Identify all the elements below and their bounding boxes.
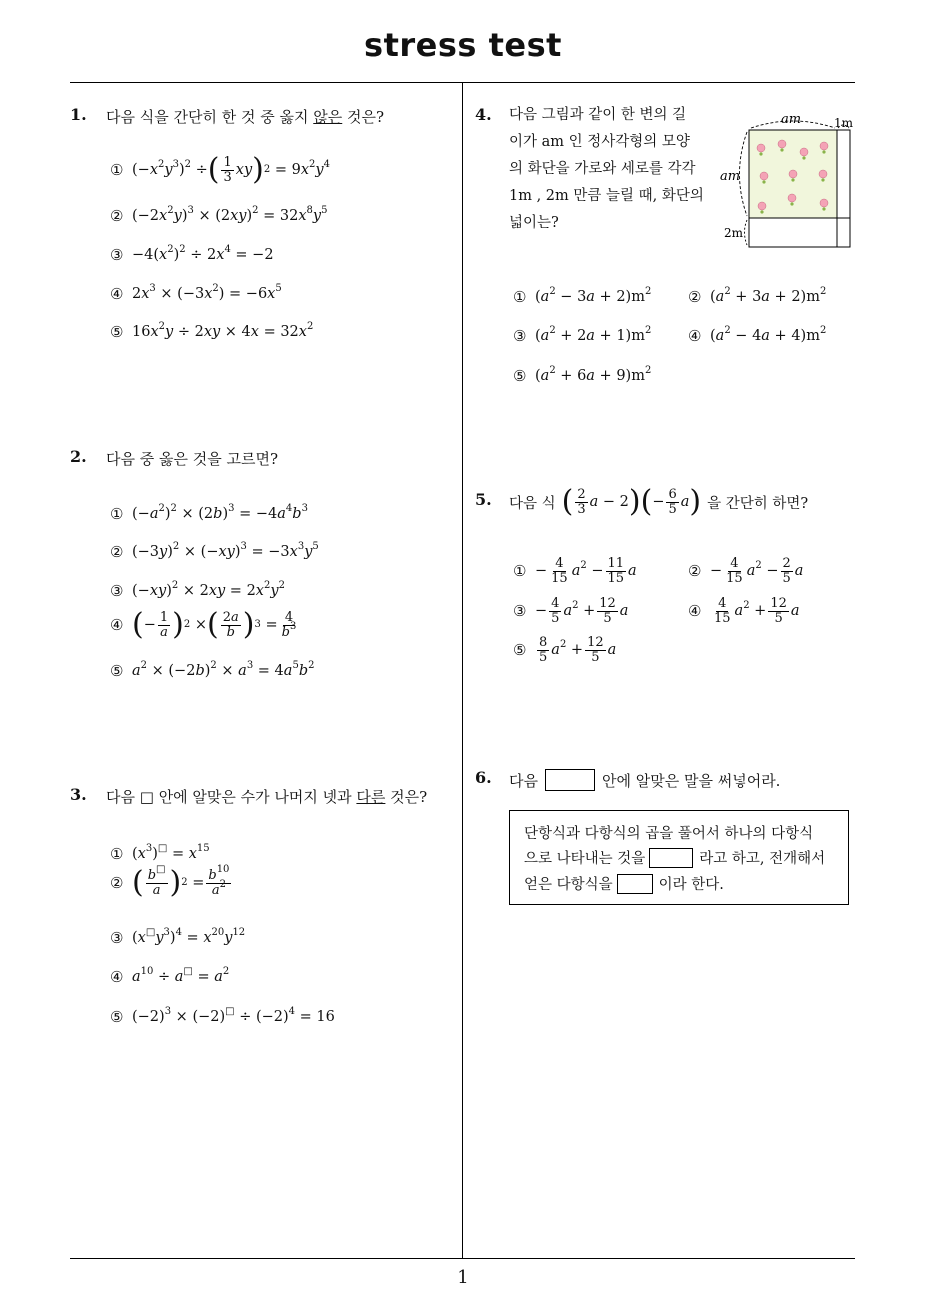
question-number: 3. — [70, 785, 87, 804]
option-marker: ② — [110, 543, 124, 561]
stem-text: 것은? — [385, 788, 428, 806]
answer-blank[interactable] — [649, 848, 693, 868]
option-marker: ④ — [688, 327, 702, 345]
option-marker: ⑤ — [110, 662, 124, 680]
option-2[interactable]: ② ( $\frac{b^□}{a}$ ) 2 = $\frac{b^{10}}{a^2}$ — [110, 863, 230, 900]
stem-line: 넓이는? — [509, 215, 559, 231]
option-marker: ① — [110, 845, 124, 863]
option-3[interactable]: ③ $-4(x^2)^2 \div 2x^4 = -2$ — [110, 244, 274, 264]
stem-underlined: 다른 — [356, 788, 386, 806]
option-marker: ⑤ — [110, 323, 124, 341]
garden-figure — [718, 108, 858, 253]
stem-text: 것은? — [342, 108, 385, 126]
option-marker: ④ — [688, 602, 702, 621]
option-marker: ① — [513, 288, 527, 306]
stem-text: 다음 식 — [509, 495, 556, 512]
box-text: 라고 하고, 전개해서 — [699, 851, 826, 867]
option-marker: ② — [110, 874, 124, 892]
option-4[interactable]: ④ ( − $\frac{1}{a}$ ) 2 × ( $\frac{2a}{b}$ ) 3 = $\frac{4}{b^3}$ — [110, 607, 297, 642]
option-5[interactable]: ⑤ $a^2 \times (-2b)^2 \times a^3 = 4a^5b^2$ — [110, 660, 315, 680]
option-2[interactable]: ② $(a^2 + 3a + 2)m^2$ — [688, 286, 827, 306]
page-number: 1 — [457, 1267, 469, 1288]
option-marker: ② — [688, 562, 702, 581]
option-3[interactable]: ③ $(-xy)^2 \times 2xy = 2x^2y^2$ — [110, 580, 285, 600]
stem-line: 다음 그림과 같이 한 변의 길 — [509, 107, 687, 123]
question-number: 1. — [70, 105, 87, 124]
option-4[interactable]: ④ $(a^2 - 4a + 4)m^2$ — [688, 325, 827, 345]
option-2[interactable]: ② − $\frac{4}{15}$ $a^2$ − $\frac{2}{5}$ a — [688, 556, 804, 586]
column-divider — [462, 83, 463, 1258]
option-marker: ④ — [110, 616, 124, 634]
question-number: 5. — [475, 490, 492, 509]
side-brace — [740, 132, 748, 216]
stem-text: 다음 — [509, 771, 538, 790]
stem-text: 안에 알맞은 말을 써넣어라. — [601, 771, 781, 790]
option-4[interactable]: ④ $2x^3 \times (-3x^2) = -6x^5$ — [110, 283, 282, 303]
option-1[interactable]: ① $(-x^2y^3)^2$ ÷ ( $\frac{1}{3}$ xy ) 2 = $9x^2y^4$ — [110, 152, 330, 187]
option-marker: ③ — [110, 582, 124, 600]
option-marker: ④ — [110, 968, 124, 986]
question-stem — [106, 106, 384, 127]
option-5[interactable]: ⑤ $16x^2y \div 2xy \times 4x = 32x^2$ — [110, 321, 314, 341]
answer-blank[interactable] — [617, 874, 653, 894]
option-marker: ③ — [110, 246, 124, 264]
answer-blank[interactable] — [545, 769, 595, 791]
option-4[interactable]: ④ $\frac{4}{15}$ $a^2$ + $\frac{12}{5}$ a — [688, 596, 800, 626]
stem-line: 1m , 2m 만큼 늘릴 때, 화단의 — [509, 188, 704, 204]
fig-label-side: am — [720, 169, 741, 184]
option-marker: ⑤ — [110, 1008, 124, 1026]
option-marker: ③ — [513, 602, 527, 621]
stem-text: 다음 □ 안에 알맞은 수가 나머지 넷과 — [106, 788, 357, 806]
option-marker: ④ — [110, 285, 124, 303]
question-number: 6. — [475, 768, 492, 787]
box-line-1: 단항식과 다항식의 곱을 풀어서 하나의 다항식 — [524, 826, 814, 842]
stem-line: 이가 am 인 정사각형의 모양 — [509, 134, 690, 150]
question-stem — [509, 102, 714, 237]
option-marker: ① — [110, 161, 124, 179]
stem-underlined: 않은 — [313, 108, 343, 126]
question-stem — [509, 769, 780, 791]
fig-label-right: 1m — [834, 116, 854, 130]
box-text: 이라 한다. — [658, 877, 724, 893]
box-text: 으로 나타내는 것을 — [524, 851, 646, 867]
option-marker: ① — [110, 505, 124, 523]
option-marker: ② — [110, 207, 124, 225]
box-line-2 — [524, 847, 825, 868]
footer-rule — [70, 1258, 855, 1259]
page-title: stress test — [364, 26, 562, 64]
option-3[interactable]: ③ − $\frac{4}{5}$ $a^2$ + $\frac{12}{5}$ a — [513, 596, 629, 626]
option-5[interactable]: ⑤ $(a^2 + 6a + 9)m^2$ — [513, 365, 652, 385]
stem-line: 의 화단을 가로와 세로를 각각 — [509, 161, 696, 177]
question-number: 2. — [70, 447, 87, 466]
option-4[interactable]: ④ $a^{10} \div a^□ = a^2$ — [110, 966, 230, 986]
option-1[interactable]: ① $(a^2 - 3a + 2)m^2$ — [513, 286, 652, 306]
option-5[interactable]: ⑤ $\frac{8}{5}$ $a^2$ + $\frac{12}{5}$ a — [513, 635, 617, 665]
option-marker: ③ — [513, 327, 527, 345]
option-2[interactable]: ② $(-3y)^2 \times (-xy)^3 = -3x^3y^5$ — [110, 541, 319, 561]
option-2[interactable]: ② $(-2x^2y)^3 \times (2xy)^2 = 32x^8y^5$ — [110, 205, 328, 225]
stem-text: 을 간단히 하면? — [707, 495, 809, 512]
box-text: 얻은 다항식을 — [524, 877, 613, 893]
question-number: 4. — [475, 105, 492, 124]
option-5[interactable]: ⑤ $(-2)^3 \times (-2)^□ \div (-2)^4 = 16$ — [110, 1006, 335, 1026]
option-marker: ② — [688, 288, 702, 306]
option-3[interactable]: ③ $(a^2 + 2a + 1)m^2$ — [513, 325, 652, 345]
question-stem: 다음 식 ( $\frac{2}{3}$ a − 2 ) ( − $\frac{6}{5}$ a ) 을 간단히 하면? — [509, 484, 809, 519]
option-1[interactable]: ① $(-a^2)^2 \times (2b)^3 = -4a^4b^3$ — [110, 503, 308, 523]
option-1[interactable]: ① − $\frac{4}{15}$ $a^2$ − $\frac{11}{15}$ a — [513, 556, 637, 586]
question-stem — [106, 786, 427, 807]
option-3[interactable]: ③ $(x^□y^3)^4 = x^{20}y^{12}$ — [110, 927, 246, 947]
fig-label-top: am — [781, 112, 802, 127]
option-marker: ① — [513, 562, 527, 581]
option-marker: ⑤ — [513, 641, 527, 660]
option-marker: ⑤ — [513, 367, 527, 385]
box-line-3 — [524, 873, 724, 894]
fill-in-box — [509, 810, 849, 905]
fig-label-bottom: 2m — [724, 226, 744, 240]
question-stem: 다음 중 옳은 것을 고르면? — [106, 450, 279, 468]
option-1[interactable]: ① $(x^3)^□ = x^{15}$ — [110, 843, 210, 863]
stem-text: 다음 식을 간단히 한 것 중 옳지 — [106, 108, 314, 126]
option-marker: ③ — [110, 929, 124, 947]
